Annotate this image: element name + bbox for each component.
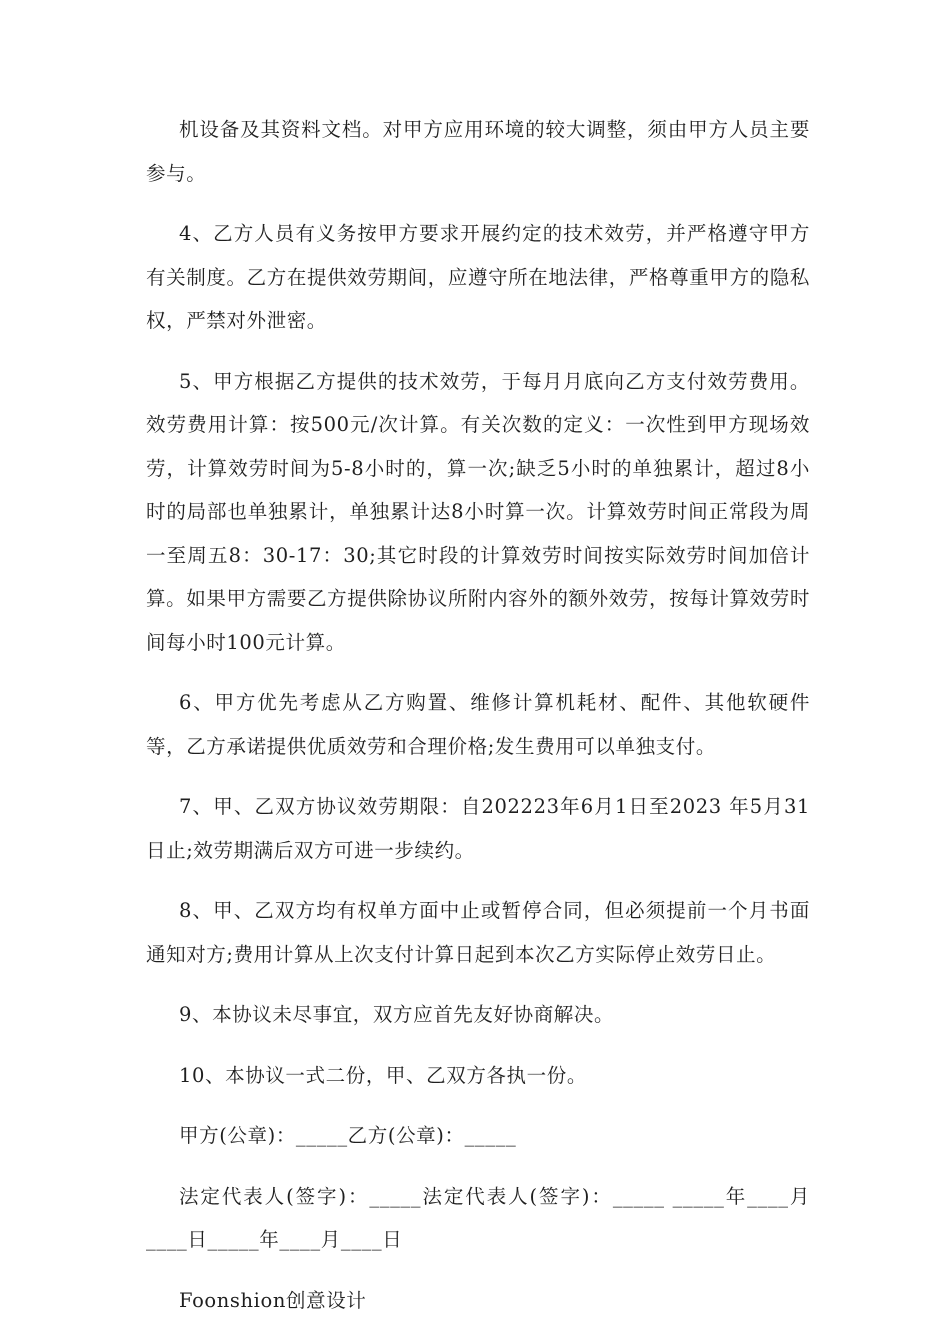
paragraph-continuation: 机设备及其资料文档。对甲方应用环境的较大调整，须由甲方人员主要参与。 [146,118,810,185]
footer-brand: Foonshion创意设计 [179,1288,367,1312]
paragraph-clause-10: 10、本协议一式二份，甲、乙双方各执一份。 [179,1063,587,1087]
signature-date-line: 法定代表人(签字)：_____法定代表人(签字)：_____ _____年____月____日_____年____月____日 [146,1184,810,1251]
paragraph-clause-6: 6、甲方优先考虑从乙方购置、维修计算机耗材、配件、其他软硬件等，乙方承诺提供优质效劳和合理价格;发生费用可以单独支付。 [146,691,810,758]
document-body [146,108,810,1339]
paragraph-clause-8: 8、甲、乙双方均有权单方面中止或暂停合同，但必须提前一个月书面通知对方;费用计算从上次支付计算日起到本次乙方实际停止效劳日止。 [146,899,810,966]
paragraph-clause-4: 4、乙方人员有义务按甲方要求开展约定的技术效劳，并严格遵守甲方有关制度。乙方在提供效劳期间，应遵守所在地法律，严格尊重甲方的隐私权，严禁对外泄密。 [146,222,810,332]
paragraph-clause-9: 9、本协议未尽事宜，双方应首先友好协商解决。 [179,1003,615,1026]
seal-line: 甲方(公章)：_____乙方(公章)：_____ [179,1124,517,1147]
paragraph-clause-7: 7、甲、乙双方协议效劳期限：自202223年6月1日至2023 年5月31日止;效劳期满后双方可进一步续约。 [146,795,810,862]
paragraph-clause-5: 5、甲方根据乙方提供的技术效劳，于每月月底向乙方支付效劳费用。效劳费用计算：按500元/次计算。有关次数的定义：一次性到甲方现场效劳，计算效劳时间为5-8小时的，算一次;缺乏5小时的单独累计，超过8小时的局部也单独累计，单独累计达8小时算一次。计算效劳时间正常段为周一至周五8：30-17：30;其它时段的计算效劳时间按实际效劳时间加倍计算。如果甲方需要乙方提供除协议所附内容外的额外效劳，按每计算效劳时间每小时100元计算。 [146,369,810,654]
